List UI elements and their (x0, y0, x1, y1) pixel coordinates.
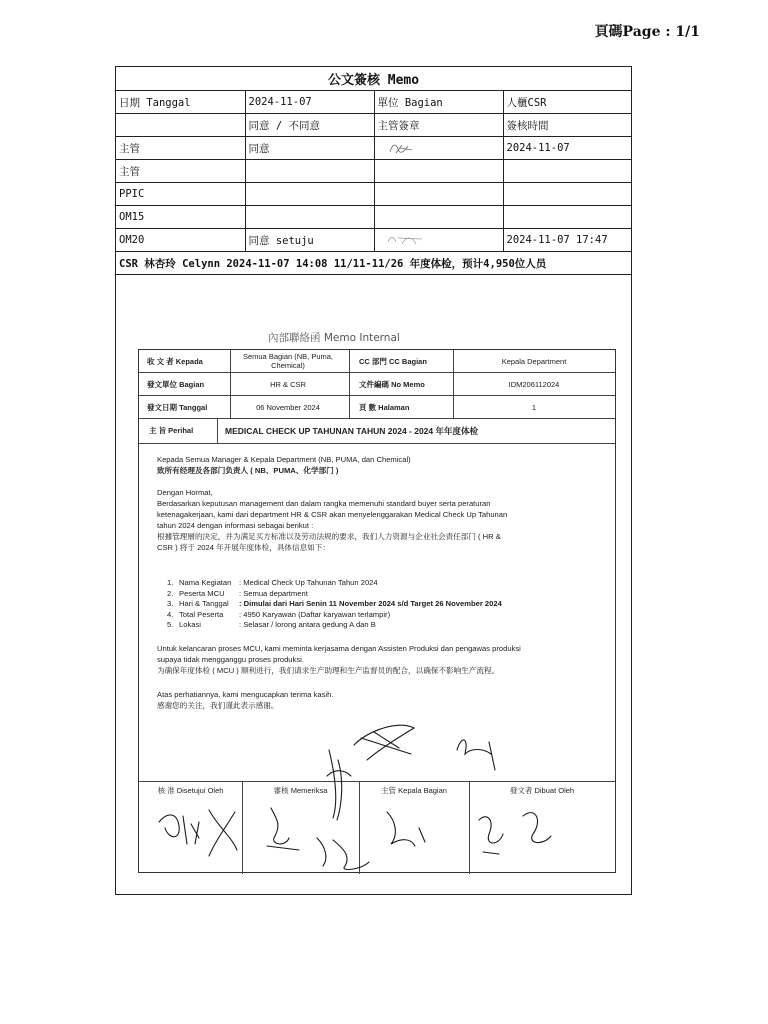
tanggal-label: 發文日期 Tanggal (147, 402, 208, 412)
sign-time-header: 簽核時間 (503, 114, 631, 137)
paragraph-line: ketenagakerjaan, kami dari department HR & CSR akan menyelenggarakan Medical Check Up Tahunan (157, 510, 508, 519)
handwritten-signatures (139, 350, 615, 874)
csr-note: CSR 林杏玲 Celynn 2024-11-07 14:08 11/11-11/26 年度体检，预计4,950位人员 (116, 252, 631, 275)
supervisor-signature (374, 183, 503, 206)
paragraph-line-cn: 根據管理層的決定，并为满足买方标准以及劳动法规的要求，我们人力资源与企业社会责任部门 ( HR & (157, 532, 501, 541)
list-item: 3. Hari & Tanggal : Dimulai dari Hari Senin 11 November 2024 s/d Target 26 November 2024 (167, 599, 502, 608)
sig-prepared: 發文者 Dibuat Oleh (509, 786, 575, 795)
agree-header: 同意 / 不同意 (245, 114, 374, 137)
list-item: 1. Nama Kegiatan : Medical Check Up Tahunan Tahun 2024 (167, 578, 378, 587)
paragraph-line: tahun 2024 dengan informasi sebagai berikut : (157, 521, 314, 530)
sig-head: 主管 Kepala Bagian (359, 782, 470, 874)
table-row (116, 91, 631, 114)
approval-status (245, 206, 374, 229)
paragraph-line: Untuk kelancaran proses MCU, kami meminta kerjasama dengan Assisten Produksi dan pengawas produksi (157, 644, 521, 653)
memo-title: 公文簽核 Memo (116, 67, 631, 91)
unit-value: 人櫃CSR (503, 91, 631, 114)
closing-line: Atas perhatiannya, kami mengucapkan terima kasih. (157, 690, 334, 699)
signature-image (378, 232, 438, 248)
tanggal-value: 06 November 2024 (256, 402, 320, 412)
approver-role: OM20 (116, 229, 245, 252)
sig-approved: 核 准 Disetujui Oleh (139, 782, 243, 874)
approver-role: 主管 (116, 160, 245, 183)
salutation: Dengan Hormat, (157, 488, 213, 497)
approval-status: 同意 setuju (245, 229, 374, 252)
signature-image (378, 140, 438, 156)
sig-checked: 審核 Memeriksa (242, 782, 360, 874)
table-row (116, 160, 631, 183)
internal-memo-document (138, 349, 616, 873)
paragraph-line: Berdasarkan keputusan management dan dalam rangka memenuhi standard buyer serta peraturan (157, 499, 491, 508)
supervisor-signature (374, 137, 503, 160)
list-item: 5. Lokasi : Selasar / lorong antara gedung A dan B (167, 620, 376, 629)
greeting-line-cn: 致所有经理及各部门负责人 ( NB、PUMA、化学部门 ) (157, 466, 339, 475)
table-row (116, 137, 631, 160)
table-row (116, 229, 631, 252)
kepada-label: 收 文 者 Kepada (147, 356, 203, 366)
approver-role: 主管 (116, 137, 245, 160)
cc-value: Kepala Department (501, 356, 567, 366)
scan-header: 內部聯絡函 Memo Internal (268, 332, 400, 344)
paragraph-line-cn: 为确保年度体检 ( MCU ) 顺利进行，我们请求生产助理和生产监督员的配合，以确保不影响生产流程。 (157, 666, 500, 675)
approver-role: OM15 (116, 206, 245, 229)
approval-time: 2024-11-07 (503, 137, 631, 160)
approval-time: 2024-11-07 17:47 (503, 229, 631, 252)
cc-label: CC 部門 CC Bagian (359, 356, 427, 366)
approval-status (245, 183, 374, 206)
kepada-value: Semua Bagian (NB, Puma, Chemical) (242, 352, 334, 370)
closing-line-cn: 感谢您的关注，我们谨此表示感谢。 (157, 701, 279, 710)
unit-label: 單位 Bagian (374, 91, 503, 114)
supervisor-signature (374, 206, 503, 229)
perihal-label: 主 旨 Perihal (149, 426, 194, 435)
table-row (116, 114, 631, 137)
signature-header: 主管簽章 (374, 114, 503, 137)
list-item: 4. Total Peserta : 4950 Karyawan (Daftar karyawan terlampir) (167, 609, 391, 619)
approval-status (245, 160, 374, 183)
nomemo-label: 文件編碼 No Memo (359, 379, 425, 389)
paragraph-line: supaya tidak mengganggu proses produksi. (157, 655, 304, 664)
table-row (116, 206, 631, 229)
bagian-label: 發文單位 Bagian (147, 379, 205, 389)
table-cell (116, 114, 245, 137)
date-label: 日期 Tanggal (116, 91, 245, 114)
page-number: 頁碼Page : 1/1 (594, 24, 700, 40)
supervisor-signature (374, 160, 503, 183)
table-row (116, 252, 631, 275)
approval-time (503, 183, 631, 206)
approval-time (503, 160, 631, 183)
nomemo-value: IDM206112024 (508, 379, 560, 389)
approval-time (503, 206, 631, 229)
bagian-value: HR & CSR (270, 379, 306, 389)
scanned-memo-attachment (128, 315, 621, 885)
approver-role: PPIC (116, 183, 245, 206)
halaman-value: 1 (531, 402, 537, 412)
halaman-label: 頁 數 Halaman (359, 402, 410, 412)
greeting-line: Kepada Semua Manager & Kepala Department (NB, PUMA, dan Chemical) (157, 455, 411, 464)
paragraph-line-cn: CSR ) 将于 2024 年开展年度体检，具体信息如下： (157, 543, 330, 552)
memo-approval-form (115, 66, 632, 895)
table-row (116, 183, 631, 206)
list-item: 2. Peserta MCU : Semua department (167, 588, 308, 598)
date-value: 2024-11-07 (245, 91, 374, 114)
approval-status: 同意 (245, 137, 374, 160)
approval-table (116, 67, 631, 275)
perihal-value: MEDICAL CHECK UP TAHUNAN TAHUN 2024 - 2024 年年度体检 (225, 426, 478, 436)
supervisor-signature (374, 229, 503, 252)
